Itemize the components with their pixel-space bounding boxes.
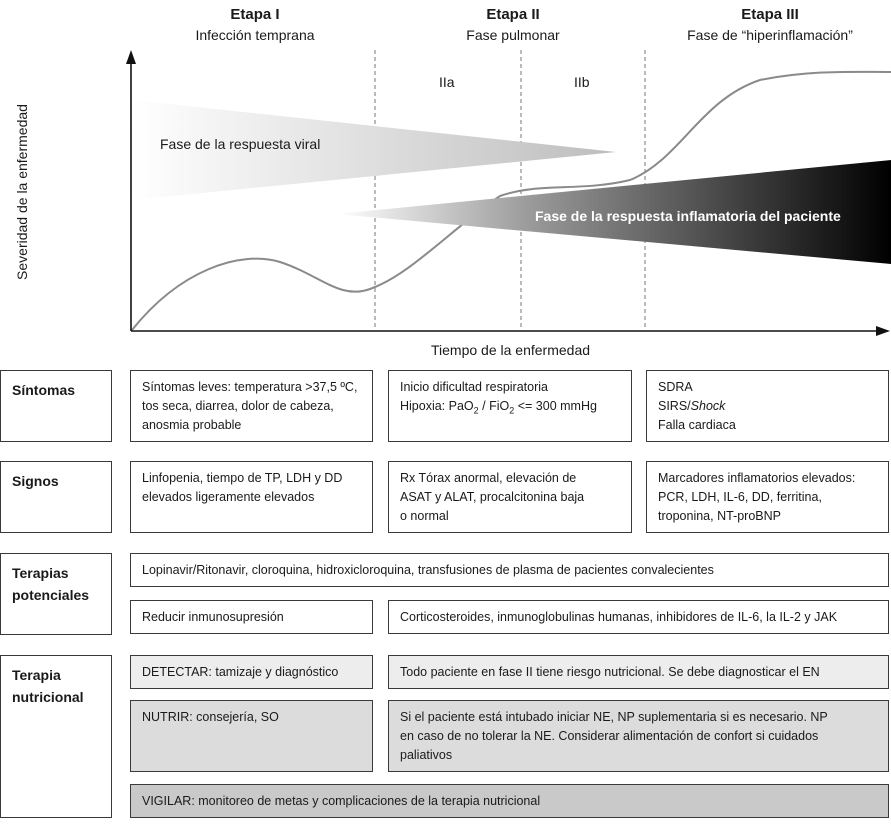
nutricional-label-line2: nutricional <box>12 689 84 705</box>
sintomas-stage2-cell <box>388 370 632 442</box>
sintomas-stage1-line3: anosmia probable <box>142 418 242 432</box>
viral-phase-label: Fase de la respuesta viral <box>160 136 321 152</box>
stage-1-subtitle: Infección temprana <box>195 27 315 43</box>
nutrir-right-line3: paliativos <box>400 748 453 762</box>
sintomas-stage2-line1: Inicio dificultad respiratoria <box>400 380 548 394</box>
signos-stage3-cell <box>646 461 889 533</box>
stage-3-subtitle: Fase de “hiperinflamación” <box>687 27 853 43</box>
nutrir-right-cell <box>388 700 889 772</box>
signos-stage2-cell <box>388 461 632 533</box>
detectar-right-cell <box>388 655 889 689</box>
sintomas-stage3-line3: Falla cardiaca <box>658 418 736 432</box>
terapias-right-text: Corticosteroides, inmunoglobulinas humanas, inhibidores de IL-6, la IL-2 y JAK <box>400 610 838 624</box>
signos-stage1-cell <box>130 461 373 533</box>
signos-stage2-line3: o normal <box>400 509 449 523</box>
terapias-left-cell <box>130 600 373 634</box>
terapias-label-line1: Terapias <box>12 565 69 581</box>
signos-stage2-line1: Rx Tórax anormal, elevación de <box>400 471 577 485</box>
vigilar-text: VIGILAR: monitoreo de metas y complicaciones de la terapia nutricional <box>142 794 541 808</box>
sintomas-stage1-line2: tos seca, diarrea, dolor de cabeza, <box>142 399 334 413</box>
sintomas-stage3-line1: SDRA <box>658 380 693 394</box>
terapias-left-text: Reducir inmunosupresión <box>142 610 284 624</box>
detectar-cell <box>130 655 373 689</box>
hipoxia-prefix: Hipoxia: PaO <box>400 399 474 413</box>
sintomas-stage1-cell <box>130 370 373 442</box>
hipoxia-sub2: 2 <box>509 405 515 416</box>
terapias-right-cell <box>388 600 889 634</box>
signos-stage3-line1: Marcadores inflamatorios elevados: <box>658 471 856 485</box>
y-axis-label: Severidad de la enfermedad <box>14 104 30 280</box>
detectar-right-text: Todo paciente en fase II tiene riesgo nutricional. Se debe diagnosticar el EN <box>400 665 820 679</box>
row-label-sintomas <box>0 370 112 442</box>
stage-3-title: Etapa III <box>741 6 799 23</box>
vigilar-cell <box>130 784 889 818</box>
hipoxia-mid: / FiO <box>478 399 510 413</box>
terapias-label-line2: potenciales <box>12 587 90 603</box>
sintomas-stage3-cell <box>646 370 889 442</box>
detectar-text: DETECTAR: tamizaje y diagnóstico <box>142 665 339 679</box>
row-label-nutricional <box>0 655 112 818</box>
sirs-italic: Shock <box>690 399 726 413</box>
substage-iib-label: IIb <box>574 74 590 90</box>
sintomas-stage2-hipoxia <box>400 397 620 421</box>
hipoxia-suffix: <= 300 mmHg <box>514 399 597 413</box>
sintomas-label-text: Síntomas <box>12 382 76 398</box>
inflammatory-phase-label: Fase de la respuesta inflamatoria del paciente <box>535 208 841 224</box>
stage-2-subtitle: Fase pulmonar <box>466 27 560 43</box>
stage-1-title: Etapa I <box>230 6 280 23</box>
signos-stage2-line2: ASAT y ALAT, procalcitonina baja <box>400 490 585 504</box>
sintomas-stage3-sirs <box>658 397 877 416</box>
nutrir-text: NUTRIR: consejería, SO <box>142 710 279 724</box>
terapias-full-cell <box>130 553 889 587</box>
nutrir-right-line1: Si el paciente está intubado iniciar NE, NP suplementaria si es necesario. NP <box>400 710 828 724</box>
substage-iia-label: IIa <box>439 74 455 90</box>
nutricional-label-line1: Terapia <box>12 667 61 683</box>
sirs-prefix: SIRS/ <box>658 399 691 413</box>
signos-stage3-line2: PCR, LDH, IL-6, DD, ferritina, <box>658 490 822 504</box>
hipoxia-sub1: 2 <box>473 405 479 416</box>
y-axis-arrow <box>126 50 136 64</box>
x-axis-label: Tiempo de la enfermedad <box>431 342 591 358</box>
signos-stage1-line2: elevados ligeramente elevados <box>142 490 315 504</box>
nutrir-right-line2: en caso de no tolerar la NE. Considerar alimentación de confort si cuidados <box>400 729 819 743</box>
row-label-signos <box>0 461 112 533</box>
signos-stage3-line3: troponina, NT-proBNP <box>658 509 781 523</box>
x-axis-arrow <box>876 326 890 336</box>
row-label-terapias <box>0 553 112 635</box>
signos-stage1-line1: Linfopenia, tiempo de TP, LDH y DD <box>142 471 343 485</box>
nutrir-cell <box>130 700 373 772</box>
terapias-full-text: Lopinavir/Ritonavir, cloroquina, hidroxicloroquina, transfusiones de plasma de pacientes convalecientes <box>142 563 714 577</box>
signos-label-text: Signos <box>12 473 59 489</box>
sintomas-stage1-line1: Síntomas leves: temperatura >37,5 ºC, <box>142 380 358 394</box>
severity-graph <box>0 0 891 345</box>
stage-2-title: Etapa II <box>486 6 540 23</box>
